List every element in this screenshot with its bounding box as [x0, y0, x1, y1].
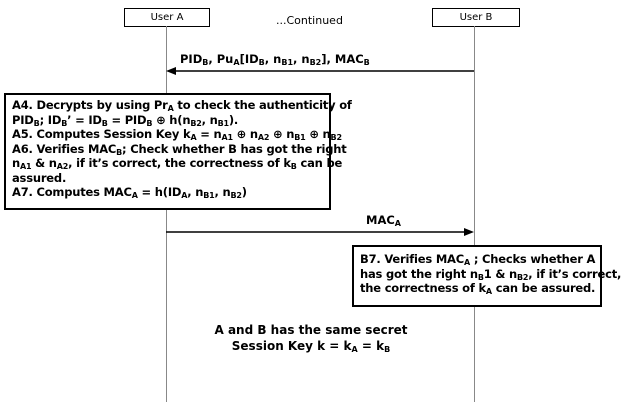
actor-user-a-label: User A: [150, 12, 184, 23]
note-a-line-2: $PID_B$; $ID_B$’ = $ID_B = PID_B$ ⊕ $h(n_{B2}$, $n_{B1}$).: [12, 112, 239, 128]
continued-label: ...Continued: [276, 14, 343, 27]
note-a-line-1: A4. Decrypts by using $Pr_A$ to check the authenticity of: [12, 98, 352, 113]
actor-user-b-label: User B: [459, 12, 493, 23]
note-a-line-3: A5. Computes Session Key $k_A = n_{A1}$ ⊕ $n_{A2}$ ⊕ $n_{B1}$ ⊕ $n_{B2}$: [12, 127, 342, 142]
note-b-line-2: has got the right $n_B1$ & $n_{B2}$, if it’s correct,: [360, 266, 621, 282]
arrow-b-to-a: [166, 67, 474, 75]
note-a-line-5: $n_{A1}$ & $n_{A2}$, if it’s correct, the correctness of $k_B$ can be: [12, 156, 343, 171]
note-a-line-4: A6. Verifies $MAC_B$; Check whether B has got the right: [12, 141, 347, 157]
note-b-line-1: B7. Verifies $MAC_A$ ; Checks whether A: [360, 252, 596, 267]
note-user-b: [352, 245, 621, 307]
note-user-a: [4, 93, 352, 210]
note-a-line-7: A7. Computes $MAC_A = h(ID_A$, $n_{B1}$, $n_{B2}$): [12, 185, 247, 200]
message-b-to-a: $PID_B$, $Pu_A[ID_B$, $n_{B1}$, $n_{B2}$], $MAC_B$: [180, 52, 370, 67]
note-b-line-3: the correctness of $k_A$ can be assured.: [360, 281, 596, 296]
arrow-a-to-b: [166, 228, 474, 236]
note-a-line-6: assured.: [12, 170, 67, 185]
shared-key-caption: [196, 322, 426, 354]
caption-line-1: A and B has the same secret: [214, 323, 408, 337]
caption-line-2: Session Key $k = k_A = k_B$: [231, 339, 391, 354]
message-a-to-b: $MAC_A$: [366, 213, 401, 228]
